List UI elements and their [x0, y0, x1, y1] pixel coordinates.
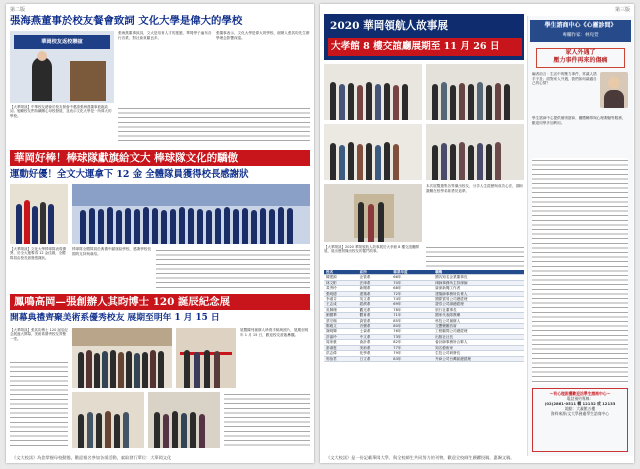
- exhibition-subheadline: 大孝館 8 樓交誼廳展期至 11 月 26 日: [328, 38, 522, 56]
- sidebar-header: [530, 20, 631, 42]
- article1-headline: 張海燕董事於校友餐會致詞 文化大學是偉大的學校: [10, 15, 243, 27]
- table-cell: 中文系: [358, 334, 392, 339]
- table-cell: 觀光系: [358, 307, 392, 312]
- table-cell: 許嘉玲: [324, 334, 358, 339]
- contact-source: 資料來源/文大學務處學生諮商中心: [550, 411, 610, 416]
- table-cell: 建築師事務所負責人: [433, 291, 524, 296]
- article2-subheadline: 運動好優！全文大運拿下 12 金 全體隊員獲得校長感謝狀: [10, 169, 249, 180]
- article1-body-col1: 張海燕董事致詞，文大是培育人才的搖籃，華岡學子遍布各行各業，對社會貢獻良多。: [118, 31, 212, 40]
- table-header-cell: 系所: [358, 270, 392, 275]
- article3-subheadline: 開幕典禮齊聚美術系優秀校友 展期至明年 1 月 15 日: [10, 313, 220, 323]
- table-cell: 77年: [391, 345, 433, 350]
- article1-photo: [10, 31, 114, 103]
- article2-photo-small: [10, 184, 68, 244]
- table-cell: 洪志偉: [324, 351, 358, 356]
- sidebar-slogan: [536, 48, 625, 68]
- table-cell: 79年: [391, 351, 433, 356]
- table-cell: 企管系: [358, 275, 392, 280]
- table-cell: 會計系: [358, 340, 392, 345]
- sidebar-author: 專欄作家：林宛萱: [562, 33, 599, 38]
- article3-group-photo: [72, 328, 172, 388]
- table-cell: 林文彬: [324, 280, 358, 285]
- table-cell: 蔡宗翰: [324, 318, 358, 323]
- article2-caption: 【大華岡訊】文化大學棒球隊表現優異，於全大運奪得 12 金佳績，全體隊員由校長頒發感謝狀。: [10, 247, 66, 260]
- table-cell: 科技公司創辦人: [433, 318, 524, 323]
- table-cell: 周家豪: [324, 340, 358, 345]
- article2-headline: 華岡好棒！棒球隊獻旗給文大 棒球隊文化的驕傲: [10, 150, 310, 166]
- right-footer: 《文大校訊》是一份記載華岡大學、與全校師生共同努力的刊物，歡迎全校師生踴躍投稿，惠賜文稿。: [326, 455, 515, 460]
- table-cell: 83年: [391, 356, 433, 361]
- table-cell: 85年: [391, 318, 433, 323]
- contact-phone-label: 電話預約專線：: [566, 396, 594, 401]
- table-cell: 76年: [391, 329, 433, 334]
- table-cell: 體育系: [358, 313, 392, 318]
- right-page: [320, 4, 634, 463]
- table-cell: 72年: [391, 291, 433, 296]
- table-cell: 66年: [391, 275, 433, 280]
- table-header-cell: 職稱: [433, 270, 524, 275]
- article3-ribbon-photo: [176, 328, 236, 388]
- page-number: 第三版: [614, 7, 630, 13]
- exhibition-headline: 2020 華岡領航人故事展: [330, 20, 448, 32]
- sidebar-intro: 編者前言：生活中的壓力事件，常讓人措手不及；面對家人外遇，我們如何調適自己的心情？: [532, 72, 597, 86]
- exhibition-photo-1: [324, 64, 422, 120]
- sidebar-body: 學生諮商中心提供個別諮商、團體輔導與心理測驗等服務，歡迎同學多加利用。: [532, 116, 626, 125]
- table-cell: 出版社社長: [433, 334, 524, 339]
- table-cell: 82年: [391, 340, 433, 345]
- slogan-line-2: 壓力事件再來的傷痛: [553, 57, 608, 64]
- speaker-head: [37, 51, 47, 61]
- table-cell: 王志成: [324, 302, 358, 307]
- article1-banner: 華岡校友返校聯誼: [14, 35, 110, 49]
- table-cell: 國際貿易公司總經理: [433, 297, 524, 302]
- article2-body: 棒球隊全體隊員於典禮中獻旗給學校，感謝學校長期的支持與栽培。: [72, 247, 152, 256]
- slogan-line-1: 家人外遇了: [565, 49, 596, 56]
- page-number: 第二版: [10, 7, 26, 13]
- table-cell: 會計師事務所合夥人: [433, 340, 524, 345]
- contact-location: 地點：大義館五樓: [564, 406, 596, 411]
- table-cell: 音樂系: [358, 324, 392, 329]
- left-footer: 《文大校訊》為您掌握母校動態，歡迎報名參加各項活動，索取發行單位：大華岡文化: [12, 455, 172, 460]
- article1-caption: 【大華岡訊】中華校友總會於校友餐會中邀請張海燕董事蒞臨致詞，勉勵校友們持續關心母校發展，並表示文化大學是一所偉大的學校。: [10, 105, 112, 118]
- article3-text-lines-right: [224, 392, 310, 448]
- table-cell: 68年: [391, 286, 433, 291]
- exhibition-photo-2: [426, 64, 524, 120]
- contact-title: ～有心理困擾歡迎洽學生諮商中心～: [549, 391, 611, 396]
- table-cell: 74年: [391, 297, 433, 302]
- table-cell: 經濟系: [358, 302, 392, 307]
- article1-text-lines: [118, 106, 310, 144]
- exhibition-caption: 【大華岡訊】2020 華岡領航人故事展於大孝館 8 樓交誼廳開展，展出歷屆傑出校友的奮鬥故事。: [324, 245, 419, 254]
- table-cell: 建築系: [358, 291, 392, 296]
- table-cell: 旅行社董事長: [433, 307, 524, 312]
- table-cell: 法律系: [358, 280, 392, 285]
- table-cell: 知名藝術家: [433, 345, 524, 350]
- table-cell: 70年: [391, 280, 433, 285]
- exhibition-text-lines: [426, 245, 524, 267]
- sidebar-title: 學生諮商中心《心靈診間》: [544, 22, 617, 29]
- article3-photo-4: [148, 392, 220, 448]
- table-cell: 鄭雅文: [324, 324, 358, 329]
- contact-phone-number: (02)2861-0511 轉 12132 或 12133: [544, 401, 616, 406]
- table-cell: 新聞系: [358, 286, 392, 291]
- sidebar-text-lines: [532, 158, 628, 384]
- table-cell: 71年: [391, 313, 433, 318]
- table-cell: 國家代表隊教練: [433, 313, 524, 318]
- table-row: [324, 356, 524, 361]
- exhibition-body: 本次展覽邀集各界傑出校友，分享人生經歷與成功心法，期盼激勵在校學弟妹勇於追夢。: [426, 184, 524, 193]
- table-cell: 吳佩珊: [324, 307, 358, 312]
- table-cell: 生技公司研發長: [433, 351, 524, 356]
- table-cell: 國內知名企業董事長: [433, 275, 524, 280]
- table-cell: 游淑惠: [324, 345, 358, 350]
- speaker-figure: [32, 57, 52, 101]
- article3-photo-3: [72, 392, 144, 448]
- article1-body-col2: 張董事表示，文化大學是偉大的學校，創辦人張其昀先生辦學理念影響深遠。: [216, 31, 310, 40]
- table-cell: 78年: [391, 307, 433, 312]
- table-cell: 劉國華: [324, 313, 358, 318]
- table-body: [324, 275, 524, 362]
- podium: [70, 61, 106, 101]
- article3-headline: 鳳鳴高岡—張創辦人其昀博士 120 誕辰紀念展: [10, 294, 310, 310]
- table-header-cell: 姓名: [324, 270, 358, 275]
- table-cell: 證券公司副總經理: [433, 302, 524, 307]
- table-cell: 外商公司台灣區總經理: [433, 356, 524, 361]
- author-portrait: [600, 72, 628, 108]
- counseling-sidebar: [527, 16, 633, 456]
- table-cell: 73年: [391, 334, 433, 339]
- table-cell: 美術系: [358, 345, 392, 350]
- article2-team-photo: [72, 184, 310, 244]
- left-page: [6, 4, 314, 463]
- table-cell: 謝明輝: [324, 329, 358, 334]
- table-cell: 工程顧問公司總經理: [433, 329, 524, 334]
- exhibition-photo-4: [426, 124, 524, 180]
- table-cell: 69年: [391, 302, 433, 307]
- table-cell: 陳建源: [324, 275, 358, 280]
- table-cell: 80年: [391, 324, 433, 329]
- table-cell: 英文系: [358, 297, 392, 302]
- article3-caption: 【大華岡訊】張其昀博士 120 誕辰紀念展盛大開幕，美術系優秀校友齊聚一堂。: [10, 328, 68, 341]
- table-cell: 李淑芬: [324, 297, 358, 302]
- table-cell: 交響樂團首席: [433, 324, 524, 329]
- table-cell: 化學系: [358, 351, 392, 356]
- table-cell: 黃秀玲: [324, 286, 358, 291]
- table-cell: 律師事務所主持律師: [433, 280, 524, 285]
- table-cell: 日文系: [358, 356, 392, 361]
- exhibition-photo-3: [324, 124, 422, 180]
- table-cell: 郭怡君: [324, 356, 358, 361]
- article3-text-lines-left: [10, 360, 68, 448]
- article3-body: 展覽陳列創辦人珍貴手稿與照片，展期至明年 1 月 15 日，歡迎校友蒞臨參觀。: [240, 328, 309, 337]
- exhibition-photo-5: [324, 184, 422, 242]
- table-header-cell: 畢業年度: [391, 270, 433, 275]
- contact-box: [532, 388, 628, 452]
- article2-text-lines: [156, 248, 310, 288]
- alumni-table: [324, 270, 524, 362]
- table-cell: 張明德: [324, 291, 358, 296]
- table-cell: 土資系: [358, 329, 392, 334]
- exhibition-banner: [324, 14, 524, 60]
- table-cell: 資深新聞工作者: [433, 286, 524, 291]
- table-cell: 資管系: [358, 318, 392, 323]
